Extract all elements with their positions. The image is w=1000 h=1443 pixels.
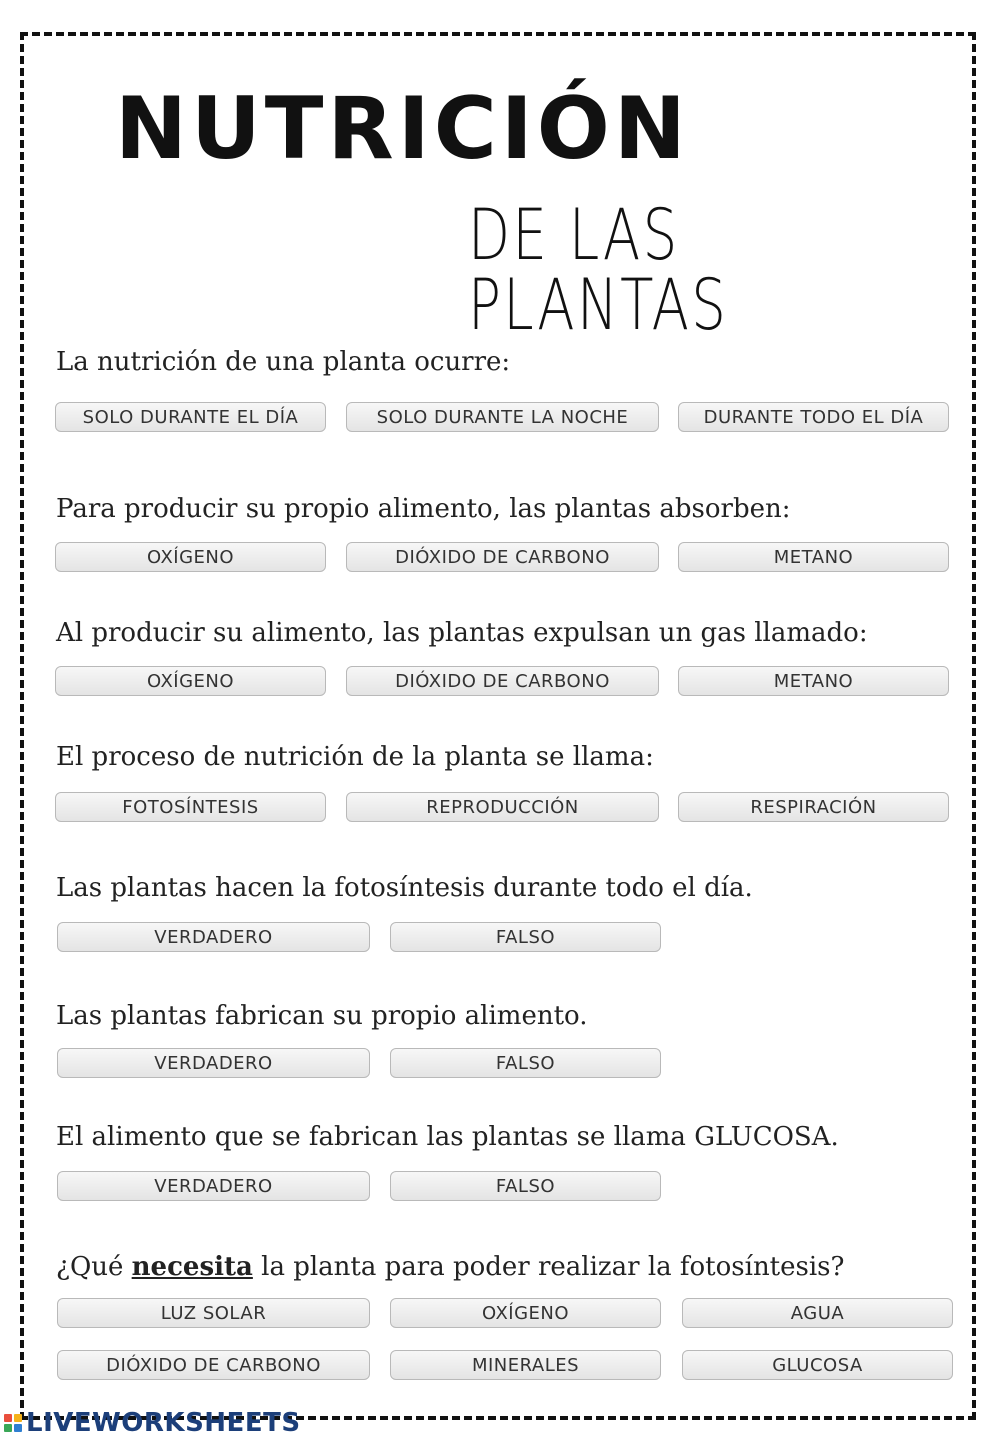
q1-option-2[interactable]: SOLO DURANTE LA NOCHE: [346, 402, 659, 432]
q5-option-true[interactable]: VERDADERO: [57, 922, 370, 952]
q8-option-3[interactable]: AGUA: [682, 1298, 953, 1328]
question-3: Al producir su alimento, las plantas expulsan un gas llamado:: [56, 618, 868, 648]
q8-option-5[interactable]: MINERALES: [390, 1350, 661, 1380]
question-8-pre: ¿Qué: [56, 1252, 132, 1282]
q8-option-2[interactable]: OXÍGENO: [390, 1298, 661, 1328]
q7-option-false[interactable]: FALSO: [390, 1171, 661, 1201]
q8-option-4[interactable]: DIÓXIDO DE CARBONO: [57, 1350, 370, 1380]
question-5: Las plantas hacen la fotosíntesis durante todo el día.: [56, 873, 753, 903]
q4-option-1[interactable]: FOTOSÍNTESIS: [55, 792, 326, 822]
logo-grid-icon: [4, 1414, 22, 1432]
q6-option-true[interactable]: VERDADERO: [57, 1048, 370, 1078]
question-1: La nutrición de una planta ocurre:: [56, 347, 511, 377]
page-title: NUTRICIÓN: [115, 79, 690, 179]
question-2: Para producir su propio alimento, las plantas absorben:: [56, 494, 791, 524]
q4-option-2[interactable]: REPRODUCCIÓN: [346, 792, 659, 822]
q8-option-1[interactable]: LUZ SOLAR: [57, 1298, 370, 1328]
q2-option-1[interactable]: OXÍGENO: [55, 542, 326, 572]
q8-option-6[interactable]: GLUCOSA: [682, 1350, 953, 1380]
question-7: El alimento que se fabrican las plantas se llama GLUCOSA.: [56, 1122, 839, 1152]
q3-option-3[interactable]: METANO: [678, 666, 949, 696]
q2-option-3[interactable]: METANO: [678, 542, 949, 572]
question-8: [56, 1252, 844, 1282]
brand-name: LIVEWORKSHEETS: [26, 1408, 301, 1438]
liveworksheets-logo[interactable]: [4, 1406, 301, 1440]
q2-option-2[interactable]: DIÓXIDO DE CARBONO: [346, 542, 659, 572]
q3-option-2[interactable]: DIÓXIDO DE CARBONO: [346, 666, 659, 696]
q4-option-3[interactable]: RESPIRACIÓN: [678, 792, 949, 822]
page-subtitle: DE LAS PLANTAS: [468, 194, 729, 346]
q6-option-false[interactable]: FALSO: [390, 1048, 661, 1078]
question-8-emphasis: necesita: [131, 1252, 253, 1282]
question-6: Las plantas fabrican su propio alimento.: [56, 1001, 588, 1031]
q1-option-1[interactable]: SOLO DURANTE EL DÍA: [55, 402, 326, 432]
q7-option-true[interactable]: VERDADERO: [57, 1171, 370, 1201]
q1-option-3[interactable]: DURANTE TODO EL DÍA: [678, 402, 949, 432]
question-4: El proceso de nutrición de la planta se llama:: [56, 742, 654, 772]
q5-option-false[interactable]: FALSO: [390, 922, 661, 952]
q3-option-1[interactable]: OXÍGENO: [55, 666, 326, 696]
question-8-post: la planta para poder realizar la fotosíntesis?: [252, 1252, 845, 1282]
